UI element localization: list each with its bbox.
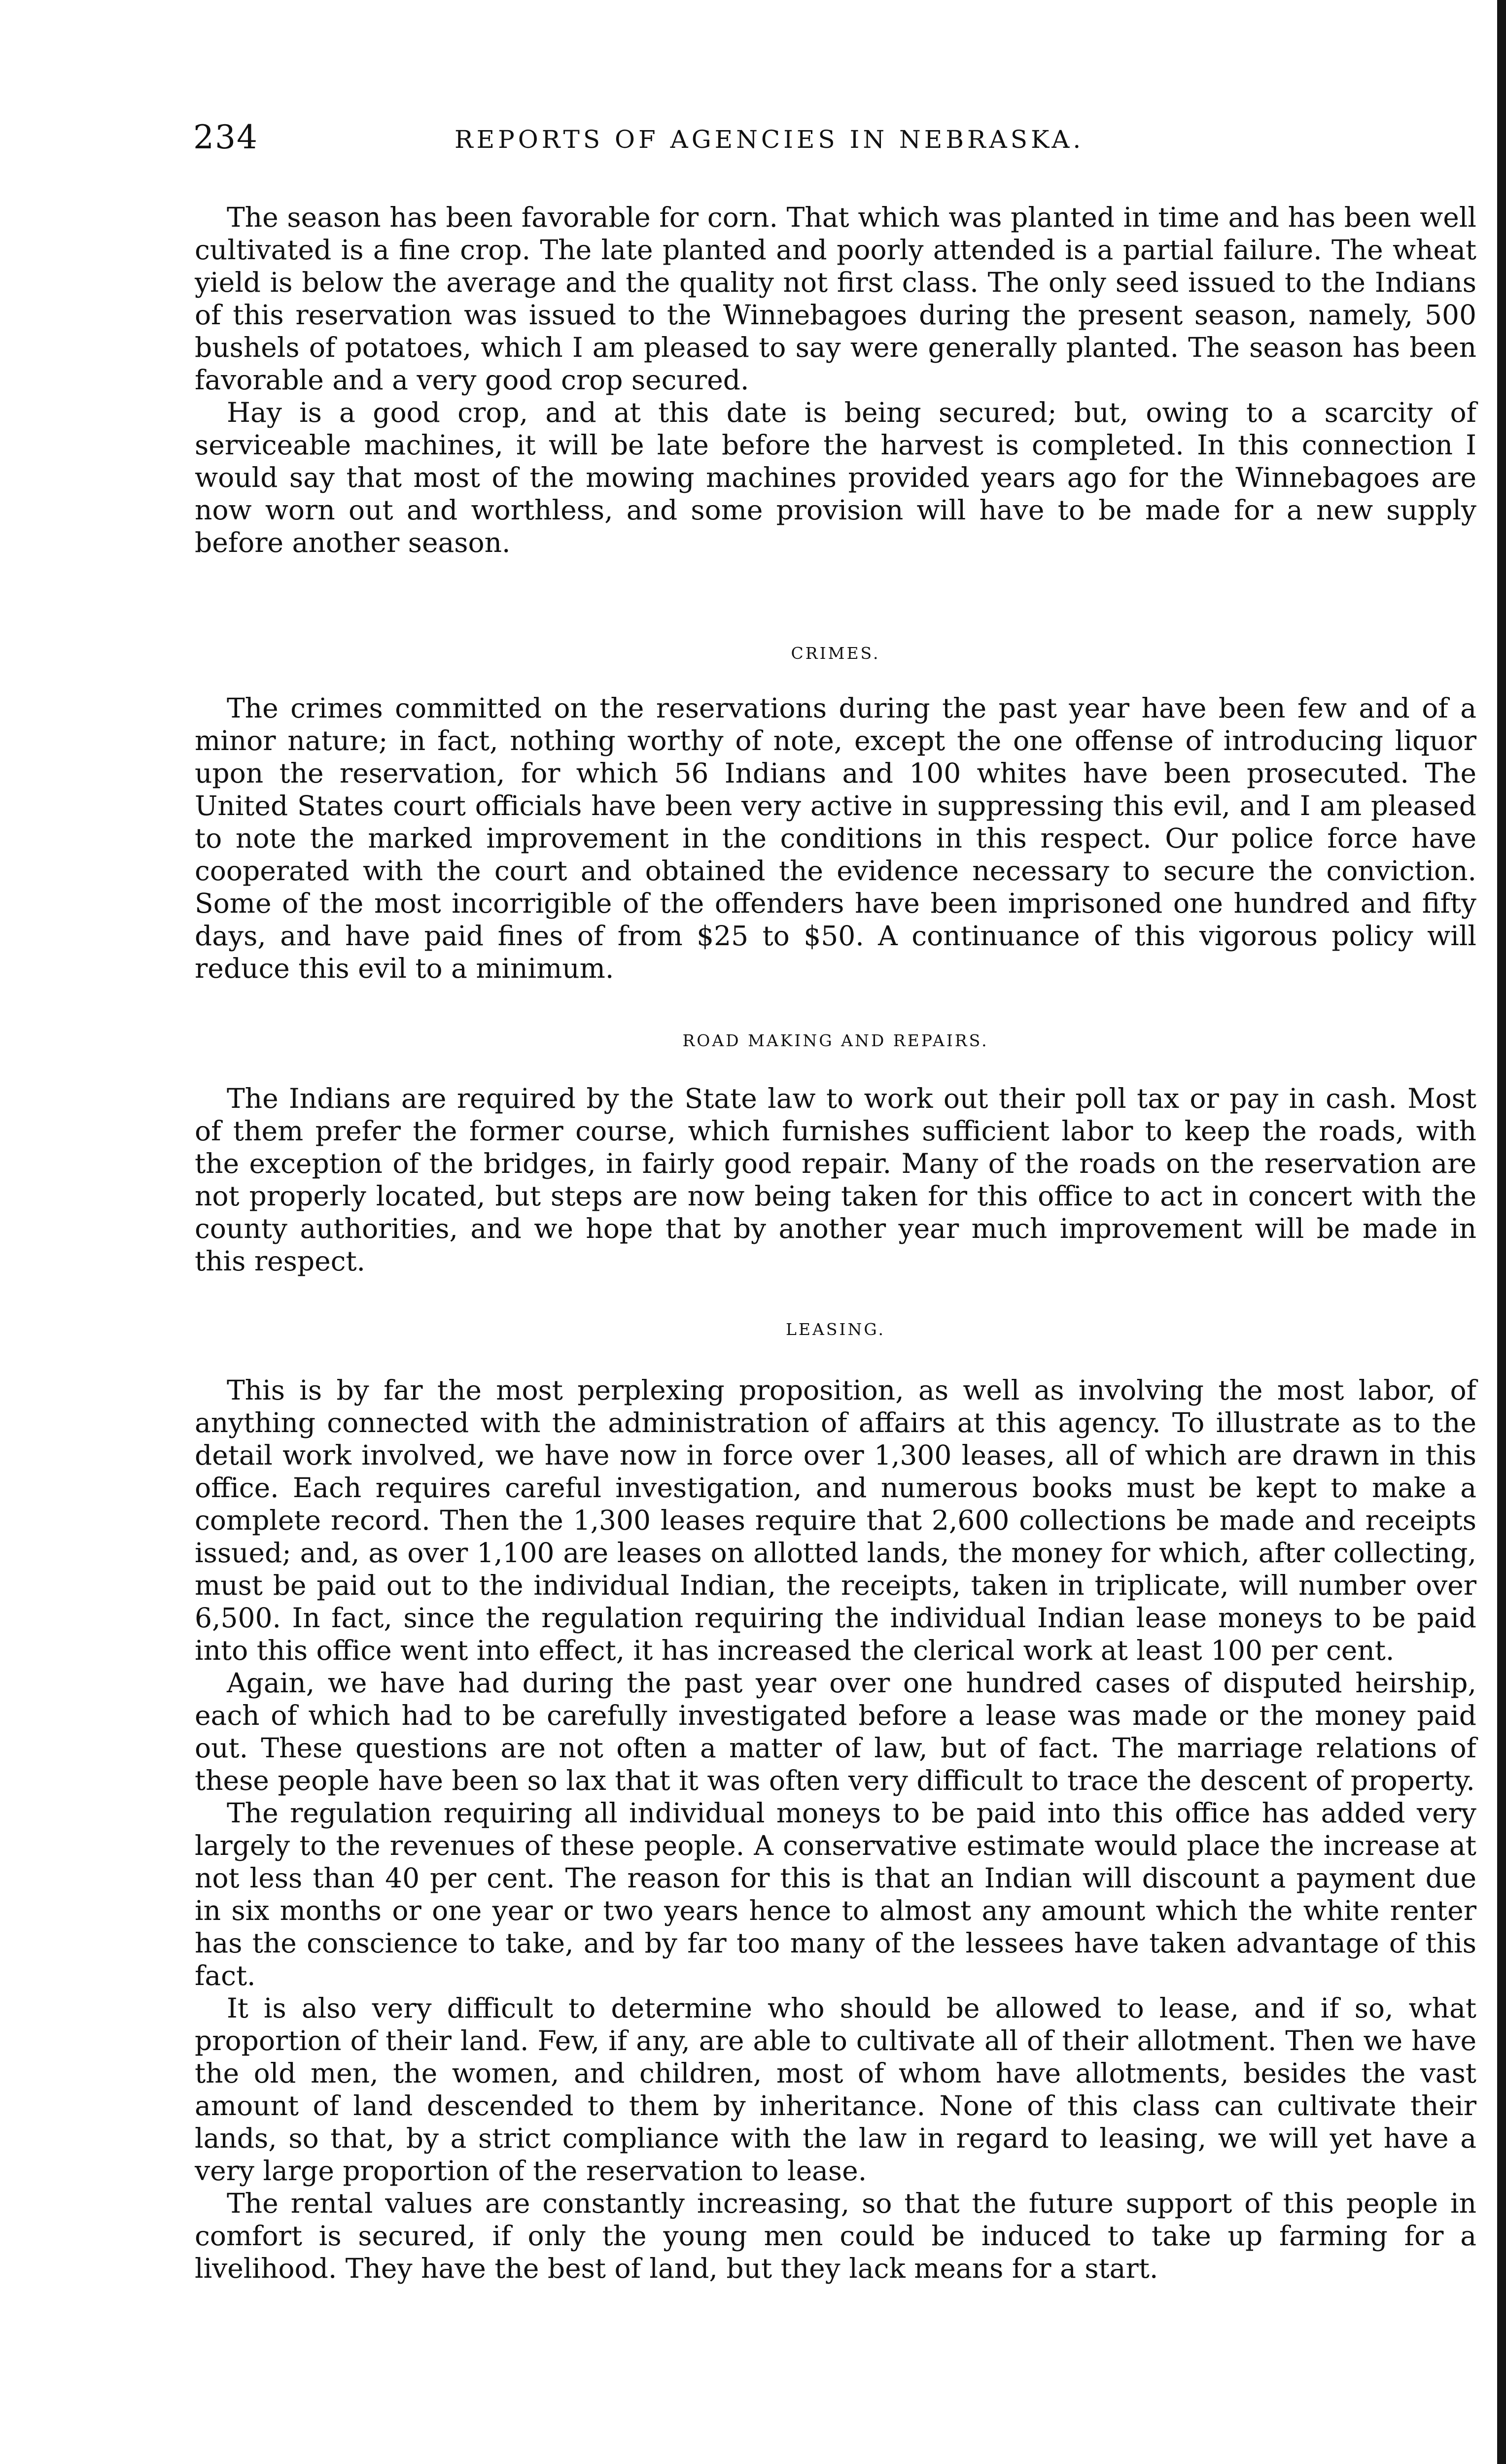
paragraph: The Indians are required by the State law to work out their poll tax or pay in cash. Most of them prefer the former course, which furnishes sufficient labor to keep the roads, with the exception of the bridges, in fairly good repair. Many of the roads on the reservation are not properly located, but steps are now being taken for this office to act in concert with the county authorities, and we hope that by another year much improvement will be made in this respect.: [195, 1083, 1476, 1277]
scan-edge-right: [1497, 0, 1506, 2464]
section-heading-leasing: LEASING.: [785, 1320, 886, 1339]
section-crimes: [195, 692, 1476, 985]
running-head: REPORTS OF AGENCIES IN NEBRASKA.: [455, 125, 1085, 154]
paragraph: The regulation requiring all individual moneys to be paid into this office has added very largely to the revenues of these people. A conservative estimate would place the increase at not less than 40 per cent. The reason for this is that an Indian will discount a payment due in six months or one year or two years hence to almost any amount which the white renter has the conscience to take, and by far too many of the lessees have taken advantage of this fact.: [195, 1797, 1476, 1991]
paragraph: It is also very difficult to determine who should be allowed to lease, and if so, what proportion of their land. Few, if any, are able to cultivate all of their allotment. Then we have the old men, the women, and children, most of whom have allotments, besides the vast amount of land descended to them by inheritance. None of this class can cultivate their lands, so that, by a strict compliance with the law in regard to leasing, we will yet have a very large proportion of the reservation to lease.: [195, 1992, 1476, 2187]
paragraph: Again, we have had during the past year over one hundred cases of disputed heirship, each of which had to be carefully investigated before a lease was made or the money paid out. These questions are not often a matter of law, but of fact. The marriage relations of these people have been so lax that it was often very difficult to trace the descent of property.: [195, 1667, 1476, 1796]
section-heading-road-making: ROAD MAKING AND REPAIRS.: [682, 1031, 989, 1050]
paragraph: The crimes committed on the reservations during the past year have been few and of a minor nature; in fact, nothing worthy of note, except the one offense of introducing liquor upon the reservation, for which 56 Indians and 100 whites have been prosecuted. The United States court officials have been very active in suppressing this evil, and I am pleased to note the marked improvement in the conditions in this respect. Our police force have cooperated with the court and obtained the evidence necessary to secure the conviction. Some of the most incorrigible of the offenders have been imprisoned one hundred and fifty days, and have paid fines of from $25 to $50. A continuance of this vigorous policy will reduce this evil to a minimum.: [195, 692, 1476, 984]
paragraph: This is by far the most perplexing proposition, as well as involving the most labor, of anything connected with the administration of affairs at this agency. To illustrate as to the detail work involved, we have now in force over 1,300 leases, all of which are drawn in this office. Each requires careful investigation, and numerous books must be kept to make a complete record. Then the 1,300 leases require that 2,600 collections be made and receipts issued; and, as over 1,100 are leases on allotted lands, the money for which, after collecting, must be paid out to the individual Indian, the receipts, taken in triplicate, will number over 6,500. In fact, since the regulation requiring the individual Indian lease moneys to be paid into this office went into effect, it has increased the clerical work at least 100 per cent.: [195, 1374, 1476, 1666]
section-intro: [195, 201, 1476, 559]
page-header: [193, 118, 1475, 163]
section-leasing: [195, 1374, 1476, 2285]
paragraph: The rental values are constantly increasing, so that the future support of this people in comfort is secured, if only the young men could be induced to take up farming for a livelihood. They have the best of land, but they lack means for a start.: [195, 2188, 1476, 2284]
paragraph: Hay is a good crop, and at this date is being secured; but, owing to a scarcity of serviceable machines, it will be late before the harvest is completed. In this connection I would say that most of the mowing machines provided years ago for the Winnebagoes are now worn out and worthless, and some provision will have to be made for a new supply before another season.: [195, 397, 1476, 558]
page-number: 234: [193, 118, 258, 156]
section-heading-crimes: CRIMES.: [791, 644, 880, 663]
paragraph: The season has been favorable for corn. That which was planted in time and has been well cultivated is a fine crop. The late planted and poorly attended is a partial failure. The wheat yield is below the average and the quality not first class. The only seed issued to the Indians of this reservation was issued to the Winnebagoes during the present season, namely, 500 bushels of potatoes, which I am pleased to say were generally planted. The season has been favorable and a very good crop secured.: [195, 202, 1476, 396]
section-road-making: [195, 1082, 1476, 1277]
